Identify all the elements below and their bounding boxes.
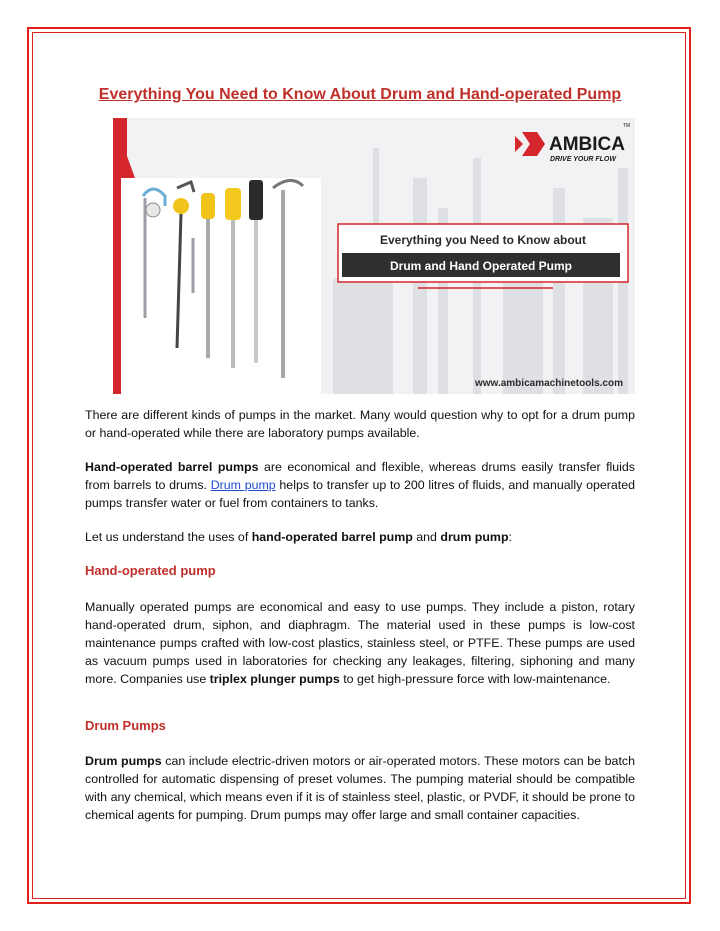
logo-trademark: TM bbox=[623, 123, 631, 129]
paragraph-intro bbox=[85, 406, 635, 442]
heading-drum-pumps: Drum Pumps bbox=[85, 718, 166, 733]
bold-hand-operated-barrel-pump: hand-operated barrel pump bbox=[251, 530, 413, 544]
paragraph-text: Let us understand the uses of bbox=[85, 530, 252, 544]
paragraph-text: can include electric-driven motors or air-operated motors. These motors can be batch controlled for automatic dispensing of preset volumes. The pumping material should be compatible with any chemical, which means even if it is of stainless steel, plastic, or PVDF, it should be prone to chemical agents for pumping. Drum pumps may offer large and small container capacities. bbox=[85, 754, 635, 822]
paragraph-text: and bbox=[412, 530, 441, 544]
paragraph-uses bbox=[85, 528, 635, 546]
heading-hand-operated-pump: Hand-operated pump bbox=[85, 563, 216, 578]
paragraph-text: Manually operated pumps are economical and easy to use pumps. They include a piston, rotary hand-operated drum, siphon, and diaphragm. The material used in these pumps is low-cost maintenance pumps crafted with low-cost plastics, stainless steel, or PTFE. These pumps are used as vacuum pumps used in laboratories for checking any leakages, filtering, siphoning and many more. Companies use bbox=[85, 600, 635, 686]
intro-text: There are different kinds of pumps in the market. Many would question why to opt for a drum pump or hand-operated while there are laboratory pumps available. bbox=[85, 408, 635, 440]
banner-headline-1: Everything you Need to Know about bbox=[379, 233, 587, 247]
bold-drum-pump: drum pump bbox=[440, 530, 509, 544]
paragraph-hand-operated-summary bbox=[85, 458, 635, 512]
banner-artwork bbox=[113, 118, 635, 394]
banner-headline-2: Drum and Hand Operated Pump bbox=[389, 259, 573, 273]
paragraph-text: : bbox=[508, 530, 512, 544]
paragraph-text: to get high-pressure force with low-maintenance. bbox=[339, 672, 611, 686]
logo-name: AMBICA bbox=[549, 134, 625, 155]
paragraph-text: helps to transfer up to 200 litres of fluids, and manually operated pumps transfer water or fuel from containers to tanks. bbox=[85, 478, 635, 510]
logo-tagline: DRIVE YOUR FLOW bbox=[550, 156, 616, 163]
banner-website: www.ambicamachinetools.com bbox=[474, 378, 623, 389]
bold-triplex-plunger-pumps: triplex plunger pumps bbox=[209, 672, 340, 686]
paragraph-drum-pumps bbox=[85, 752, 635, 824]
ambica-logo bbox=[515, 132, 545, 156]
page-title: Everything You Need to Know About Drum and Hand-operated Pump bbox=[98, 86, 622, 103]
bold-drum-pumps: Drum pumps bbox=[85, 754, 162, 768]
paragraph-hand-operated-pump bbox=[85, 598, 635, 688]
paragraph-text: are economical and flexible, whereas drums easily transfer fluids from barrels to drums. bbox=[85, 460, 635, 492]
banner-image bbox=[113, 118, 635, 394]
bold-hand-operated-barrel-pumps: Hand-operated barrel pumps bbox=[85, 460, 259, 474]
drum-pump-link[interactable]: Drum pump bbox=[210, 478, 276, 492]
